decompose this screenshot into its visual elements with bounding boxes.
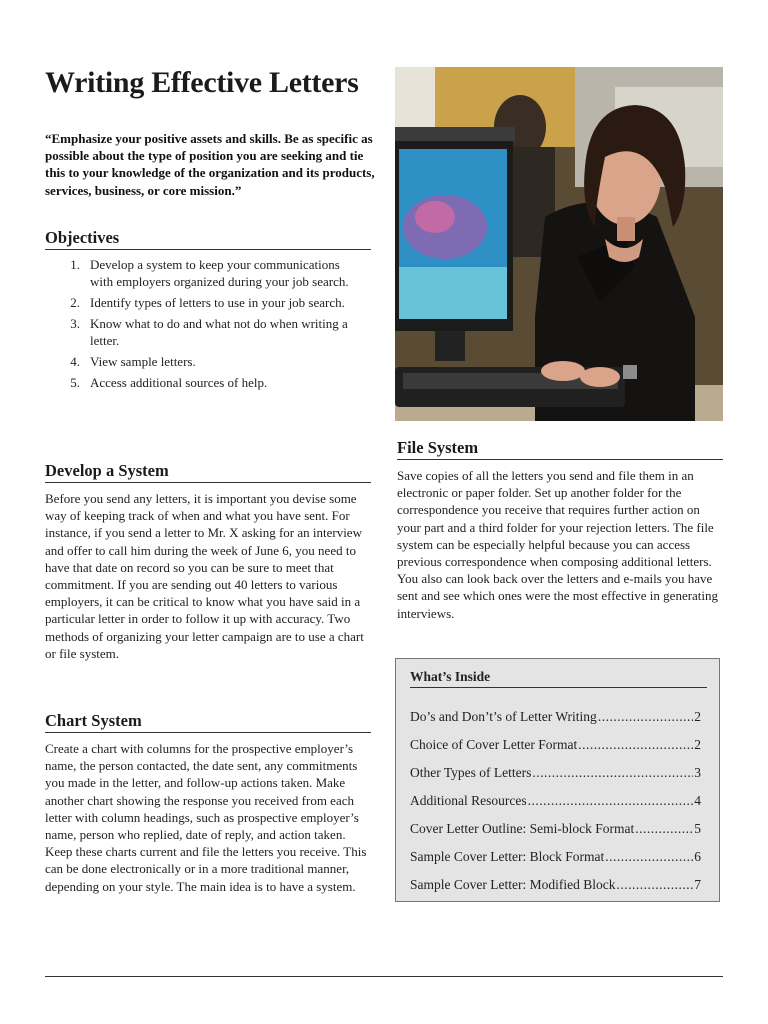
list-item	[45, 256, 371, 290]
toc-page: 3	[694, 765, 701, 780]
toc-label: Other Types of Letters	[410, 765, 532, 780]
toc-entry	[410, 731, 701, 759]
list-number: 2.	[70, 295, 80, 310]
list-number: 3.	[70, 316, 80, 331]
toc-label: Choice of Cover Letter Format	[410, 737, 578, 752]
page-title: Writing Effective Letters	[45, 66, 359, 99]
toc-page: 6	[694, 849, 701, 864]
toc-label: Sample Cover Letter: Modified Block	[410, 877, 616, 892]
toc-entry	[410, 843, 701, 871]
chart-system-heading: Chart System	[45, 711, 371, 733]
list-item	[45, 294, 371, 311]
list-number: 4.	[70, 354, 80, 369]
chart-system-text: Create a chart with columns for the prospective employer’s name, the person contacted, the date sent, any commitments you made in the letter, and follow-up actions taken. Make another chart showing the response you received from each letter with column headings, such as prospective employer’s name, person who replied, date of reply, and action taken. Keep these charts current and file the letters you receive. This can be done electronically or in a more traditional manner, depending on your style. The main idea is to have a system.	[45, 741, 367, 894]
toc-leader	[528, 793, 694, 809]
toc-leader	[616, 877, 693, 893]
toc-leader	[605, 849, 693, 865]
toc-leader	[578, 737, 693, 753]
toc-page: 7	[694, 877, 701, 892]
list-item	[45, 353, 371, 370]
toc-entry	[410, 703, 701, 731]
toc-page: 5	[694, 821, 701, 836]
file-system-heading: File System	[397, 438, 723, 460]
list-item	[45, 374, 371, 391]
toc-page: 4	[694, 793, 701, 808]
toc-leader	[532, 765, 693, 781]
list-number: 5.	[70, 375, 80, 390]
objectives-list	[45, 256, 371, 395]
intro-quote: “Emphasize your positive assets and skills. Be as specific as possible about the type of position you are seeking and tie this to your knowledge of the organization and its products, services, business, or core mission.”	[45, 131, 375, 198]
toc-page: 2	[694, 737, 701, 752]
develop-system-heading: Develop a System	[45, 461, 371, 483]
toc-entry	[410, 871, 701, 899]
toc-label: Cover Letter Outline: Semi-block Format	[410, 821, 635, 836]
list-text: Identify types of letters to use in your job search.	[90, 295, 345, 310]
toc-entry	[410, 815, 701, 843]
toc-leader	[598, 709, 693, 725]
list-text: Know what to do and what not do when writing a letter.	[90, 316, 348, 348]
whats-inside-box	[395, 658, 720, 902]
objectives-heading: Objectives	[45, 228, 371, 250]
develop-system-text: Before you send any letters, it is important you devise some way of keeping track of when and what you have sent. For instance, if you send a letter to Mr. X asking for an interview and offer to call him during the week of June 6, you need to have that date on record so you can be sure to meet that commitment. If you are sending out 40 letters to various employers, it can be critical to know what you have said in a particular letter in order to follow it up with accuracy. Two methods of organizing your letter campaign are to use a chart or file system.	[45, 491, 364, 661]
toc-label: Sample Cover Letter: Block Format	[410, 849, 605, 864]
toc-leader	[635, 821, 693, 837]
toc-entry	[410, 759, 701, 787]
table-of-contents	[410, 703, 701, 899]
list-text: Access additional sources of help.	[90, 375, 268, 390]
file-system-text: Save copies of all the letters you send and file them in an electronic or paper folder. Set up another folder for the correspondence you receive that requires further action on your part and a third folder for your rejection letters. The file system can be especially helpful because you can access previous correspondence when composing additional letters. You also can look back over the letters and e-mails you have sent and see which ones were the most effective in generating interviews.	[397, 468, 719, 621]
footer-divider	[45, 976, 723, 977]
whats-inside-title: What’s Inside	[410, 669, 707, 688]
photo-illustration	[395, 67, 723, 421]
toc-label: Do’s and Don’t’s of Letter Writing	[410, 709, 597, 724]
office-photo	[395, 67, 723, 421]
toc-page: 2	[694, 709, 701, 724]
list-item	[45, 315, 371, 349]
list-text: View sample letters.	[90, 354, 196, 369]
list-number: 1.	[70, 257, 80, 272]
toc-entry	[410, 787, 701, 815]
toc-label: Additional Resources	[410, 793, 527, 808]
list-text: Develop a system to keep your communications with employers organized during your job search.	[90, 257, 349, 289]
